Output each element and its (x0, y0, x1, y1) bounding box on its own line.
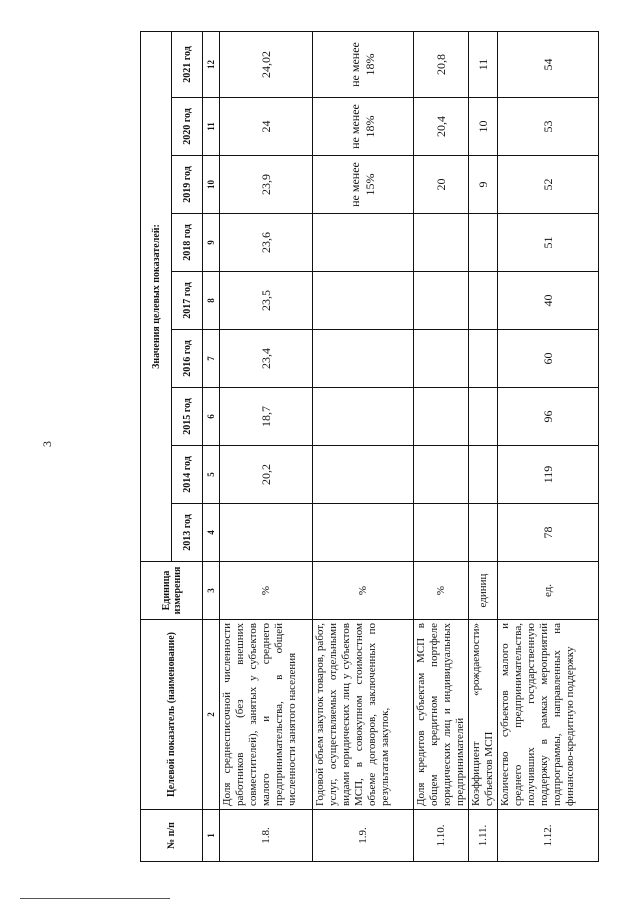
header-year: 2015 год (172, 388, 203, 446)
table-row (220, 32, 313, 862)
row-number: 1.11. (469, 810, 498, 862)
value-cell: 24,02 (220, 32, 313, 98)
value-cell: 20,4 (414, 98, 469, 156)
header-year: 2017 год (172, 272, 203, 330)
value-cell: 78 (498, 504, 599, 562)
header-num: № п/п (141, 810, 203, 862)
column-number: 1 (203, 810, 220, 862)
value-cell: 24 (220, 98, 313, 156)
value-cell: 18,7 (220, 388, 313, 446)
indicator-unit: единиц (469, 562, 498, 620)
column-number: 5 (203, 446, 220, 504)
table-row (313, 32, 414, 862)
indicator-name: Годовой объем закупок товаров, работ, услуг, осуществляемых отдельными видами юридических лиц у субъектов МСП, в совокупном стоимостном объеме договоров, заключенных по результатам закупок, (313, 620, 414, 810)
value-cell (313, 446, 414, 504)
value-cell (313, 330, 414, 388)
indicator-unit: ед. (498, 562, 599, 620)
row-number: 1.8. (220, 810, 313, 862)
value-cell: 20,2 (220, 446, 313, 504)
column-number: 10 (203, 156, 220, 214)
value-cell (414, 272, 469, 330)
header-name: Целевой показатель (наименование) (141, 620, 203, 810)
value-cell: 11 (469, 32, 498, 98)
value-cell: 54 (498, 32, 599, 98)
header-year: 2018 год (172, 214, 203, 272)
column-number: 11 (203, 98, 220, 156)
value-cell (313, 272, 414, 330)
row-number: 1.12. (498, 810, 599, 862)
column-number: 9 (203, 214, 220, 272)
column-number: 4 (203, 504, 220, 562)
indicator-name: Количество субъектов малого и среднего предпринимательства, получивших государственную поддержку в рамках мероприятий подпрограммы, направленных на финансово-кредитную поддержку (498, 620, 599, 810)
indicator-unit: % (414, 562, 469, 620)
value-cell: 23,4 (220, 330, 313, 388)
value-cell (414, 330, 469, 388)
header-unit: Единица измерения (141, 562, 203, 620)
row-number: 1.10. (414, 810, 469, 862)
value-cell: 51 (498, 214, 599, 272)
value-cell: 10 (469, 98, 498, 156)
value-cell: 40 (498, 272, 599, 330)
indicator-unit: % (220, 562, 313, 620)
value-cell (414, 214, 469, 272)
value-cell: 96 (498, 388, 599, 446)
value-cell: 60 (498, 330, 599, 388)
value-cell (313, 504, 414, 562)
value-cell: 23,6 (220, 214, 313, 272)
value-cell: 23,9 (220, 156, 313, 214)
footer-divider (20, 898, 170, 899)
value-cell (469, 214, 498, 272)
value-cell (469, 504, 498, 562)
table-row (498, 32, 599, 862)
value-cell (220, 504, 313, 562)
value-cell: не менее 18% (313, 32, 414, 98)
column-number: 8 (203, 272, 220, 330)
value-cell (313, 214, 414, 272)
rotated-table-container (140, 32, 576, 862)
header-values: Значения целевых показателей: (141, 32, 172, 562)
value-cell: не менее 18% (313, 98, 414, 156)
indicator-name: Доля кредитов субъектам МСП в общем кредитном портфеле юридических лиц и индивидуальных предпринимателей (414, 620, 469, 810)
value-cell (469, 272, 498, 330)
indicator-name: Коэффициент «рождаемости» субъектов МСП (469, 620, 498, 810)
header-year: 2016 год (172, 330, 203, 388)
indicator-unit: % (313, 562, 414, 620)
column-number: 12 (203, 32, 220, 98)
indicator-name: Доля среднесписочной численности работников (без внешних совместителей), занятых у субъектов малого и среднего предпринимательства, в общей численности занятого населения (220, 620, 313, 810)
value-cell (313, 388, 414, 446)
column-number: 7 (203, 330, 220, 388)
header-year: 2013 год (172, 504, 203, 562)
column-number: 3 (203, 562, 220, 620)
value-cell: 53 (498, 98, 599, 156)
table-row (414, 32, 469, 862)
row-number: 1.9. (313, 810, 414, 862)
header-year: 2020 год (172, 98, 203, 156)
value-cell (414, 504, 469, 562)
value-cell: 119 (498, 446, 599, 504)
value-cell: 20 (414, 156, 469, 214)
value-cell: 52 (498, 156, 599, 214)
value-cell (469, 446, 498, 504)
value-cell (414, 446, 469, 504)
value-cell: 23,5 (220, 272, 313, 330)
value-cell: 9 (469, 156, 498, 214)
value-cell (469, 330, 498, 388)
value-cell (414, 388, 469, 446)
header-year: 2019 год (172, 156, 203, 214)
column-number: 6 (203, 388, 220, 446)
value-cell (469, 388, 498, 446)
column-number: 2 (203, 620, 220, 810)
page-number: 3 (40, 441, 54, 447)
header-year: 2014 год (172, 446, 203, 504)
value-cell: не менее 15% (313, 156, 414, 214)
target-indicators-table (140, 31, 599, 862)
table-row (469, 32, 498, 862)
value-cell: 20,8 (414, 32, 469, 98)
header-year: 2021 год (172, 32, 203, 98)
